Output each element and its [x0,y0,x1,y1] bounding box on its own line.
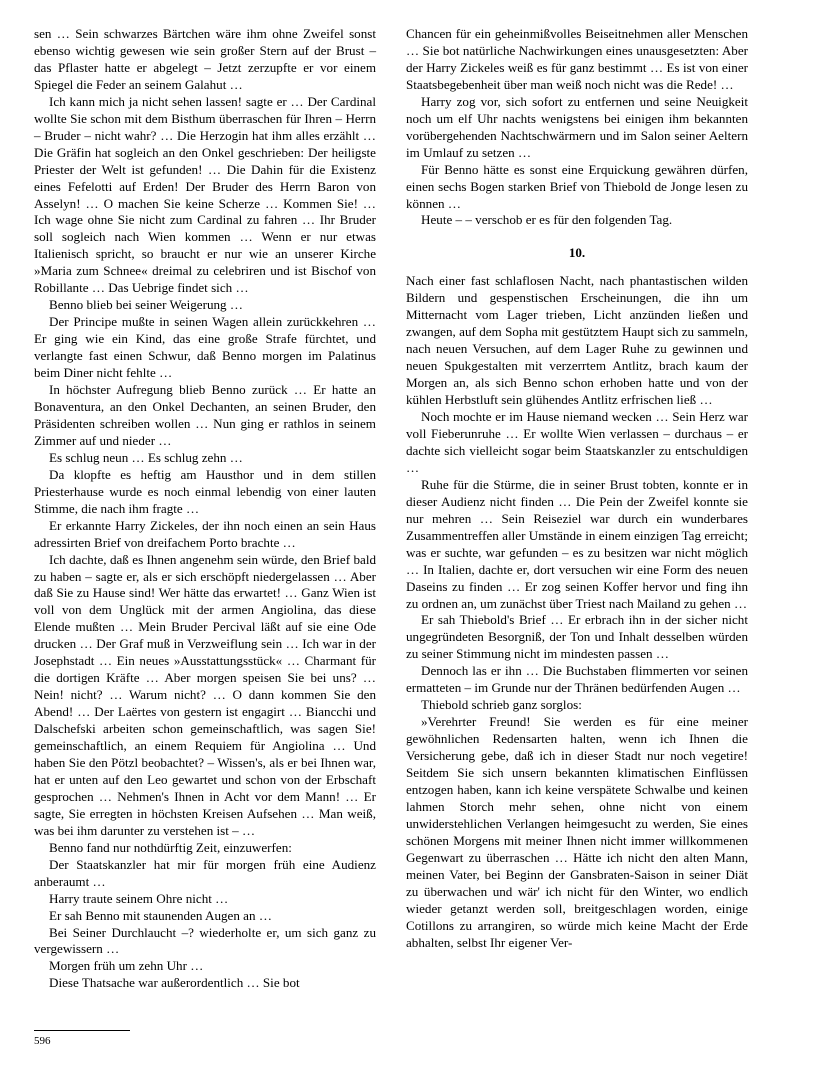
paragraph: Der Staatskanzler hat mir für morgen früh eine Audienz anberaumt … [34,856,376,889]
section-heading: 10. [568,245,586,261]
paragraph: Bei Seiner Durchlaucht –? wiederholte er, um sich ganz zu vergewissern … [34,924,376,957]
paragraph: Ich dachte, daß es Ihnen angenehm sein würde, den Brief bald zu haben – sagte er, als er sich erschöpft niedergelassen … Aber daß Sie zu Hause sind! Wer hätte das erwartet! … Ganz Wien ist voll von dem Unglück mit der armen Angiolina, das diese Elende mußten … Mein Bruder Percival läßt auf sie eine Ode drucken … Der Graf muß in Verzweiflung sein … Ich war in der Josephstadt … Ein neues »Ausstattungsstück« … Charmant für die dortigen Kräfte … Aber morgen speisen Sie bei uns? … Nein! nicht? … Warum nicht? … O dann kommen Sie den Abend! … Der Laërtes von gestern ist engagirt … Biancchi und Dalschefski arbeiten schon gemeinschaftlich, was sagen Sie! gemeinschaftlich, an einem Requiem für Angiolina … Und haben Sie den Pötzl beobachtet? – Wissen's, als er bei Ihnen war, hat er unten auf den Leo gewartet und schon von der Erbschaft gesprochen … Nehmen's Ihnen in Acht vor dem Mann! … Er sagte, Sie erregten in höchsten Kreisen Aufsehen … Man weiß, was bei ihm darunter zu verstehen ist – … [34,551,376,838]
paragraph: Der Principe mußte in seinen Wagen allein zurückkehren … Er ging wie ein Kind, das eine große Strafe fürchtet, und verlangte fast einen Schwur, daß Benno morgen im Palatinus beim Diner nicht fehlte … [34,314,376,381]
paragraph: Benno blieb bei seiner Weigerung … [49,297,243,313]
paragraph: Morgen früh um zehn Uhr … [49,958,204,974]
paragraph: Er sah Benno mit staunenden Augen an … [49,907,272,923]
paragraph: Für Benno hätte es sonst eine Erquickung gewähren dürfen, einen sechs Bogen starken Brief von Thiebold de Jonge lesen zu können … [406,161,748,211]
right-column [406,26,748,1011]
paragraph: Es schlug neun … Es schlug zehn … [49,449,243,465]
page-number: 596 [34,1035,51,1047]
paragraph: Harry traute seinem Ohre nicht … [49,890,229,906]
paragraph: Da klopfte es heftig am Hausthor und in dem stillen Priesterhause wurde es noch einmal lebendig von einer lauten Stimme, die nach ihm fragte … [34,466,376,516]
paragraph: Chancen für ein geheinmißvolles Beiseitnehmen aller Menschen … Sie bot natürliche Nachwirkungen eines unausgesetzten: Aber der Harry Zickeles weiß es für ganz bestimmt … Es ist von einer Staatsbegebenheit über man weiß noch nicht was die Rede! … [406,26,748,92]
paragraph: sen … Sein schwarzes Bärtchen wäre ihm ohne Zweifel sonst ebenso wichtig gewesen wie sein großer Stern auf der Brust – das Pflaster hatte er abgelegt – Jetzt zerzupfte er vor einem Spiegel die Feder an seinem Galahut … [34,26,376,92]
paragraph: Nach einer fast schlaflosen Nacht, nach phantastischen wilden Bildern und gespenstischen Erscheinungen, die ihn um Mitternacht vom Lager trieben, Licht anzünden ließen und zwangen, auf dem Sopha mit gestütztem Haupt sich zu sammeln, nach neuen Versuchen, auf dem Lager Ruhe zu gewinnen und neuen Spukgestalten mit verzerrtem Antlitz, brach kaum der Morgen an, als sich Benno schon erhoben hatte und von der kühlen Herbstluft sein glühendes Antlitz erfrischen ließ … [406,273,748,408]
paragraph: Er sah Thiebold's Brief … Er erbrach ihn in der sicher nicht ungegründeten Besorgniß, der Ton und Inhalt desselben würden zu seiner Stimmung nicht im mindesten passen … [406,612,748,662]
footer-rule [34,1030,130,1031]
paragraph: Dennoch las er ihn … Die Buchstaben flimmerten vor seinen ermatteten – im Grunde nur der Thränen bedürfenden Augen … [406,663,748,696]
paragraph: Heute – – verschob er es für den folgenden Tag. [421,212,673,228]
paragraph: Thiebold schrieb ganz sorglos: [421,697,582,713]
paragraph: Ruhe für die Stürme, die in seiner Brust tobten, konnte er in dieser Audienz nicht finden … Die Pein der Zweifel konnte sie nur mehren … Sein Reiseziel war durch ein wunderbares Zusammentreffen aller Umstände in einem einzigen Tag erreicht; was er suchte, war gefunden – es zu besitzen war nicht möglich … In Italien, dachte er, dort versuchen wir eine Form des neuen Daseins zu finden … Er zog seinen Koffer hervor und fing ihn zu ordnen an, um zunächst über Triest nach Mailand zu gehen … [406,476,748,611]
paragraph: Ich kann mich ja nicht sehen lassen! sagte er … Der Cardinal wollte Sie schon mit dem Bisthum überraschen für Ihren – Herrn – Bruder – nicht wahr? … Die Herzogin hat ihm alles erzählt … Die Gräfin hat sogleich an den Onkel geschrieben: Der heiligste Priester der Welt ist gefunden! … Die Dahin für die Existenz eines Fefelotti auf Erden! Der Bruder des Herrn Baron von Asselyn! … O machen Sie keine Scherze … Kommen Sie! … Ich wage ohne Sie nicht zum Cardinal zu fahren … Ihr Bruder soll sogleich nach Wien kommen … Wenn er nur etwas Italienisch spricht, so braucht er nur wie an unserer Kirche »Maria zum Schnee« dreimal zu celebriren und ist Bischof von Robillante … Das Uebrige findet sich … [34,93,376,296]
two-column-body [34,26,785,1011]
paragraph: Benno fand nur nothdürftig Zeit, einzuwerfen: [49,839,292,855]
paragraph: Noch mochte er im Hause niemand wecken … Sein Herz war voll Fieberunruhe … Er wollte Wien verlassen – durchaus – er dachte sich vielleicht sogar beim Staatskanzler zu entschuldigen … [406,409,748,475]
paragraph: Er erkannte Harry Zickeles, der ihn noch einen an sein Haus adressirten Brief von dreifachem Porto brachte … [34,517,376,550]
paragraph: Harry zog vor, sich sofort zu entfernen und seine Neuigkeit noch um elf Uhr nachts wenigstens bei einigen ihm bekannten vorübergehenden Nachtschwärmern und im Salon seiner Aeltern im Umlauf zu setzen … [406,93,748,160]
paragraph: Diese Thatsache war außerordentlich … Sie bot [49,975,300,991]
paragraph: In höchster Aufregung blieb Benno zurück … Er hatte an Bonaventura, an den Onkel Dechanten, an seinen Bruder, den Präsidenten schreiben wollen … Nun ging er rathlos in seinem Zimmer auf und nieder … [34,382,376,448]
left-column [34,26,376,1011]
paragraph: »Verehrter Freund! Sie werden es für eine meiner gewöhnlichen Redensarten halten, wenn ich Ihnen die Versicherung gebe, daß ich in dieser Stadt nur noch vegetire! Seitdem Sie sich unsern bekannten klimatischen Einflüssen entzogen haben, kann ich keine verspätete Schwalbe und keinen lahmen Storch mehr sehen, ohne nicht von einem unwiderstehlichen Verlangen heimgesucht zu werden, Sie eines schönen Morgens mit meiner Ihnen nicht immer willkommenen Gegenwart zu überraschen … Hätte ich nicht den alten Mann, meinen Vater, bei Beginn der Gansbraten-Saison in seiner Diät zu überwachen und wär' ich nicht für den Winter, wo endlich wieder getanzt werden soll, breitgeschlagen worden, einige Cotillons zu arrangiren, so würde mich keine Macht der Erde abhalten, selbst Ihr eigener Ver- [406,714,748,950]
